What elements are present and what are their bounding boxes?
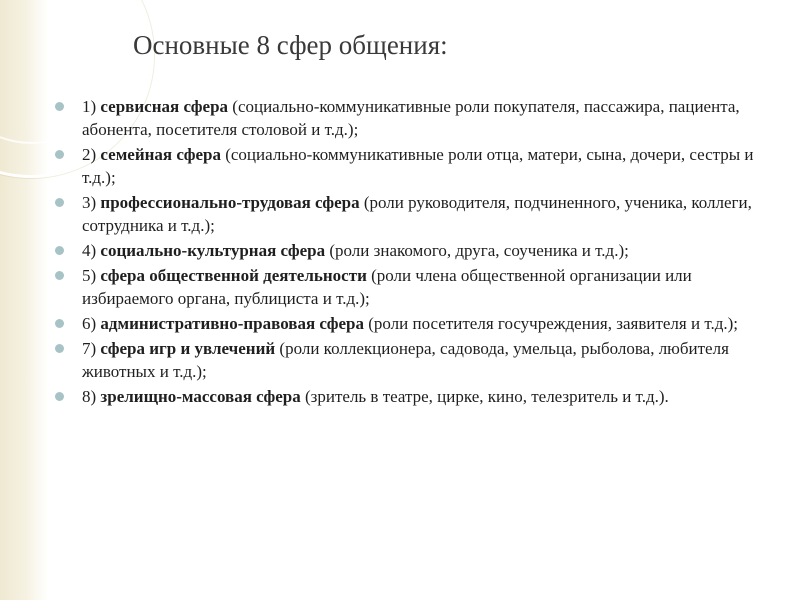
item-description: (социально-коммуникативные роли покупателя, пассажира, пациента, абонента, посетителя столовой и т.д.); — [82, 97, 740, 139]
item-term: административно-правовая сфера — [100, 314, 364, 333]
list-item — [55, 143, 755, 189]
item-term: профессионально-трудовая сфера — [100, 193, 360, 212]
item-description: (роли руководителя, подчиненного, ученика, коллеги, сотрудника и т.д.); — [82, 193, 752, 235]
list-item — [55, 264, 755, 310]
item-term: сфера общественной деятельности — [100, 266, 367, 285]
bullet-icon — [55, 102, 64, 111]
list-item — [55, 312, 755, 335]
item-number: 4) — [82, 241, 101, 260]
bullet-icon — [55, 271, 64, 280]
item-description: (зритель в театре, цирке, кино, телезритель и т.д.). — [300, 387, 669, 406]
item-number: 2) — [82, 145, 101, 164]
list-item — [55, 95, 755, 141]
item-term: сфера игр и увлечений — [100, 339, 276, 358]
item-description: (роли посетителя госучреждения, заявителя и т.д.); — [364, 314, 738, 333]
item-term: семейная сфера — [100, 145, 221, 164]
sphere-list — [55, 95, 755, 410]
item-number: 8) — [82, 387, 101, 406]
bullet-icon — [55, 319, 64, 328]
item-number: 3) — [82, 193, 101, 212]
bullet-icon — [55, 150, 64, 159]
item-number: 6) — [82, 314, 101, 333]
list-item — [55, 191, 755, 237]
slide-title: Основные 8 сфер общения: — [133, 30, 448, 60]
item-number: 7) — [82, 339, 101, 358]
bullet-icon — [55, 344, 64, 353]
item-number: 5) — [82, 266, 101, 285]
item-number: 1) — [82, 97, 101, 116]
list-item — [55, 239, 755, 262]
bullet-icon — [55, 198, 64, 207]
list-item — [55, 337, 755, 383]
item-term: сервисная сфера — [100, 97, 229, 116]
item-description: (социально-коммуникативные роли отца, матери, сына, дочери, сестры и т.д.); — [82, 145, 754, 187]
list-item — [55, 385, 755, 408]
item-term: зрелищно-массовая сфера — [100, 387, 301, 406]
item-term: социально-культурная сфера — [100, 241, 326, 260]
bullet-icon — [55, 246, 64, 255]
item-description: (роли коллекционера, садовода, умельца, рыболова, любителя животных и т.д.); — [82, 339, 729, 381]
bullet-icon — [55, 392, 64, 401]
item-description: (роли знакомого, друга, соученика и т.д.); — [325, 241, 629, 260]
item-description: (роли члена общественной организации или избираемого органа, публициста и т.д.); — [82, 266, 692, 308]
